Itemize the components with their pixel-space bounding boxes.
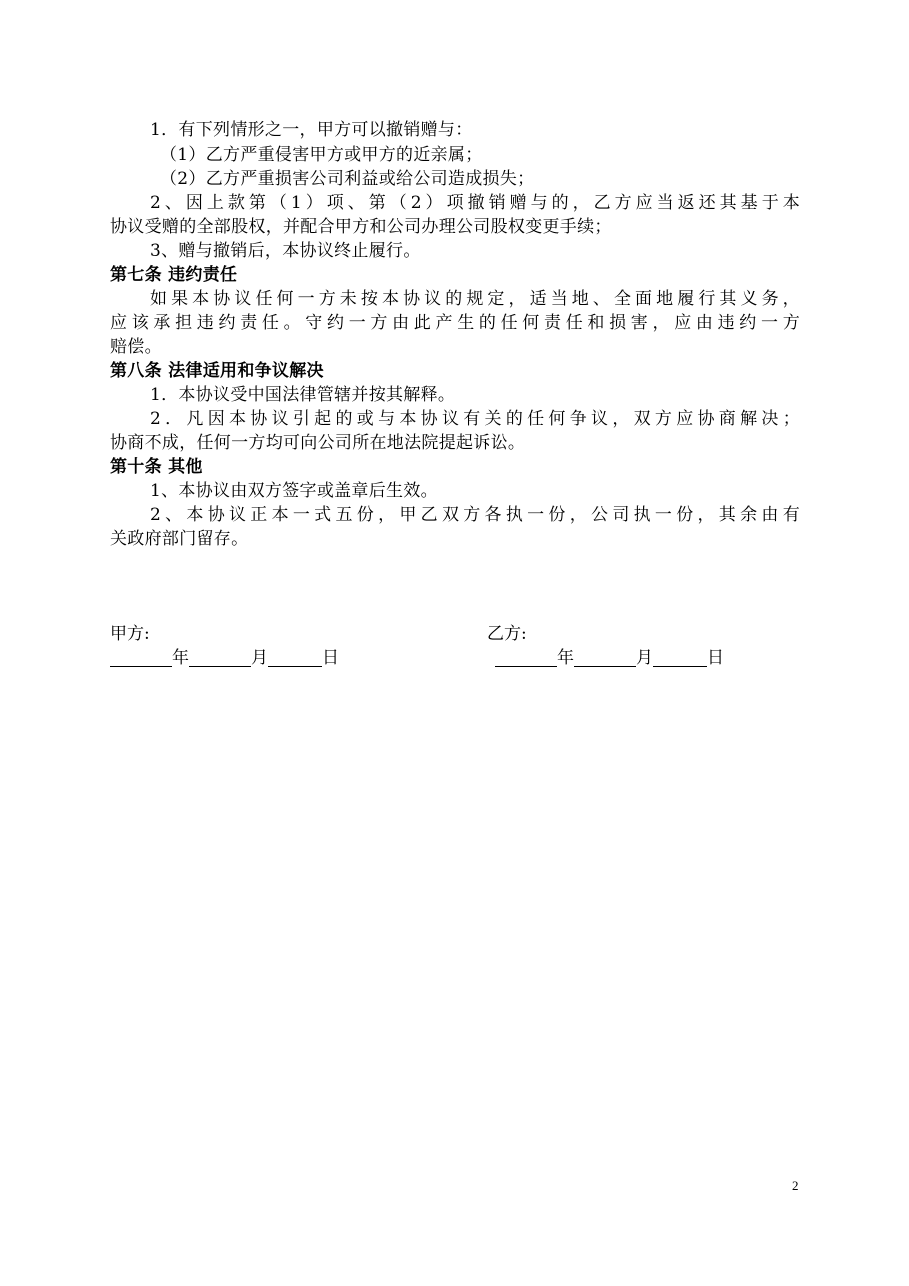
party-a-label: 甲方: [110, 624, 150, 644]
month-blank [574, 648, 636, 667]
day-label: 日 [707, 648, 724, 668]
revocation-item-2-line-1: 2、因上款第（1）项、第（2）项撤销赠与的，乙方应当返还其基于本 [150, 193, 800, 213]
month-blank [189, 648, 251, 667]
article-8-item-2-line-2: 协商不成，任何一方均可向公司所在地法院提起诉讼。 [110, 433, 526, 453]
page-number: 2 [792, 1178, 799, 1193]
article-10-heading: 第十条 其他 [110, 457, 203, 477]
year-label: 年 [172, 648, 189, 668]
party-a-date [110, 646, 339, 670]
year-label: 年 [557, 648, 574, 668]
party-b-date [495, 646, 724, 670]
article-8-item-2-line-1: 2．凡因本协议引起的或与本协议有关的任何争议，双方应协商解决； [150, 409, 800, 429]
year-blank [495, 648, 557, 667]
article-7-line-2: 应该承担违约责任。守约一方由此产生的任何责任和损害，应由违约一方 [110, 313, 800, 333]
article-8-heading: 第八条 法律适用和争议解决 [110, 361, 324, 381]
article-7-line-1: 如果本协议任何一方未按本协议的规定，适当地、全面地履行其义务， [150, 289, 800, 309]
revocation-case-1: （1）乙方严重侵害甲方或甲方的近亲属； [160, 145, 483, 165]
article-7-line-3: 赔偿。 [110, 337, 162, 357]
article-10-item-2-line-1: 2、本协议正本一式五份，甲乙双方各执一份，公司执一份，其余由有 [150, 505, 800, 525]
day-label: 日 [322, 648, 339, 668]
month-label: 月 [251, 648, 268, 668]
revocation-item-2-line-2: 协议受赠的全部股权，并配合甲方和公司办理公司股权变更手续； [110, 217, 612, 237]
article-10-item-1: 1、本协议由双方签字或盖章后生效。 [150, 481, 438, 501]
month-label: 月 [636, 648, 653, 668]
revocation-case-2: （2）乙方严重损害公司利益或给公司造成损失； [160, 169, 535, 189]
day-blank [653, 648, 707, 667]
revocation-item-3: 3、赠与撤销后，本协议终止履行。 [150, 241, 421, 261]
revocation-intro: 1．有下列情形之一，甲方可以撤销赠与： [150, 120, 473, 140]
year-blank [110, 648, 172, 667]
party-b-label: 乙方: [487, 624, 527, 644]
article-10-item-2-line-2: 关政府部门留存。 [110, 529, 249, 549]
article-7-heading: 第七条 违约责任 [110, 265, 238, 285]
article-8-item-1: 1．本协议受中国法律管辖并按其解释。 [150, 385, 456, 405]
day-blank [268, 648, 322, 667]
